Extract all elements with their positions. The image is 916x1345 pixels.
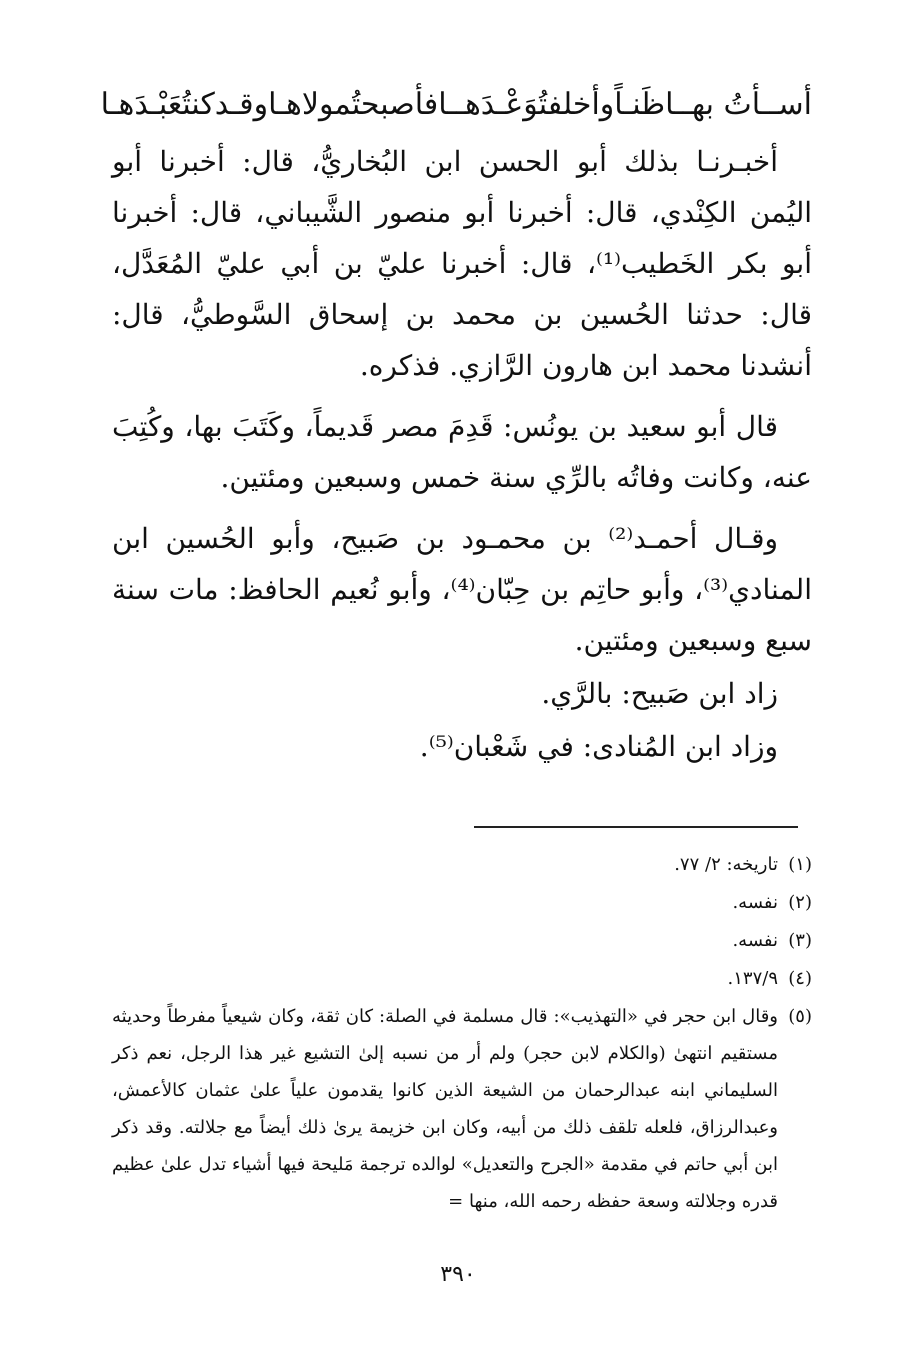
footnote-separator	[474, 826, 798, 828]
footnote-1	[112, 846, 812, 884]
footnote-text: نفسه.	[732, 892, 778, 913]
footnote-text: وقال ابن حجر في «التهذيب»: قال مسلمة في الصلة: كان ثقة، وكان شيعياً مفرطاً وحديثه مستقيم انتهىٰ (والكلام لابن حجر) ولم أر من نسبه إلىٰ التشيع غير هذا الرجل، نعم ذكر السليماني ابنه عبدالرحمان من الشيعة الذين كانوا يقدمون علياً علىٰ عثمان كالأعمش، وعبدالرزاق، فلعله تلقف ذلك من أبيه، وكان ابن خزيمة يرىٰ ذلك أيضاً مع جلالته. وقد ذكر ابن أبي حاتم في مقدمة «الجرح والتعديل» لوالده ترجمة مَليحة فيها أشياء تدل علىٰ عظيم قدره وجلالته وسعة حفظه رحمه الله، منها =	[112, 1006, 778, 1212]
footnote-number: (٤)	[788, 968, 812, 989]
footnote-number: (١)	[788, 854, 812, 875]
footnote-text: تاريخه: ٢/ ٧٧.	[674, 854, 778, 875]
footnote-text: ١٣٧/٩.	[727, 968, 778, 989]
paragraph-ibn-munadi-note: وزاد ابن المُنادى: في شَعْبان⁽⁵⁾.	[419, 730, 778, 763]
footnote-number: (٥)	[788, 1006, 812, 1027]
poetry-verse	[100, 80, 812, 130]
paragraph-death-date: وقـال أحمـد⁽²⁾ بن محمـود بن صَبيح، وأبو الحُسين ابن المنادي⁽³⁾، وأبو حاتِم بن حِبّان⁽⁴⁾، وأبو نُعيم الحافظ: مات سنة سبع وسبعين ومئتين.	[112, 522, 812, 657]
footnote-number: (٢)	[788, 892, 812, 913]
verse-second-hemistich: فأصبحتُمولاهـاوقـدكنتُعَبْـدَهـا	[100, 87, 439, 122]
footnote-4	[112, 960, 812, 998]
footnote-3	[112, 922, 812, 960]
verse-first-hemistich: أســأتُ بهــاظَنـاًوأخلفتُوَعْـدَهــا	[438, 87, 812, 122]
footnote-5	[112, 998, 812, 1220]
paragraph-isnad: أخبـرنـا بذلك أبو الحسن ابن البُخاريُّ، قال: أخبرنا أبو اليُمن الكِنْدي، قال: أخبرنا أبو منصور الشَّيباني، قال: أخبرنا أبو بكر الخَطيب⁽¹⁾، قال: أخبرنا عليّ بن أبي عليّ المُعَدَّل، قال: حدثنا الحُسين بن محمد بن إسحاق السَّوطيُّ، قال: أنشدنا محمد ابن هارون الرَّازي. فذكره.	[112, 145, 813, 382]
footnote-2	[112, 884, 812, 922]
footnote-text: نفسه.	[732, 930, 778, 951]
page-number: ٣٩٠	[440, 1262, 476, 1287]
paragraph-ibn-sabih-note: زاد ابن صَبيح: بالرَّي.	[541, 677, 778, 710]
main-text	[112, 136, 812, 772]
footnote-number: (٣)	[788, 930, 812, 951]
paragraph-ibn-yunus: قال أبو سعيد بن يونُس: قَدِمَ مصر قَديماً، وكَتَبَ بها، وكُتِبَ عنه، وكانت وفاتُه بالرِّي سنة خمس وسبعين ومئتين.	[112, 410, 812, 494]
footnotes	[112, 846, 812, 1220]
